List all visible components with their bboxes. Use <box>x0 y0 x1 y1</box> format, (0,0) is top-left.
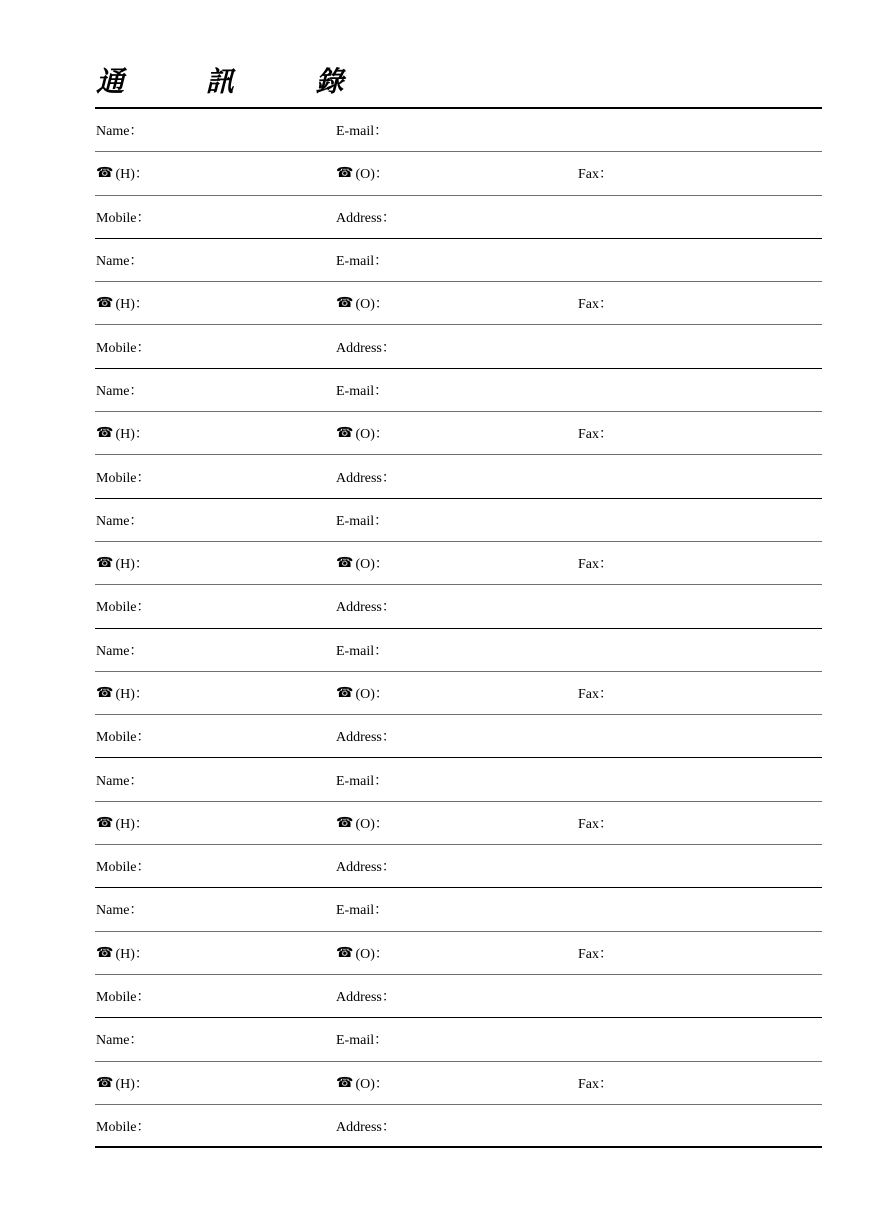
entry-row-mobile <box>95 196 822 239</box>
office-phone-label <box>336 932 389 974</box>
mobile-label: Mobile： <box>96 730 151 746</box>
name-label: Name： <box>96 773 144 789</box>
home-phone-text: (H)： <box>115 167 149 183</box>
home-phone-label <box>96 282 149 324</box>
name-label: Name： <box>96 643 144 659</box>
address-label: Address： <box>336 990 396 1006</box>
fax-label: Fax： <box>578 297 613 313</box>
entry-row-phones <box>95 802 822 845</box>
address-label: Address： <box>336 1120 396 1136</box>
office-phone-text: (O)： <box>355 427 389 443</box>
telephone-icon: ☎ <box>336 555 354 572</box>
email-label: E-mail： <box>336 903 389 919</box>
office-phone-text: (O)： <box>355 297 389 313</box>
email-label: E-mail： <box>336 124 389 140</box>
entry-row-phones <box>95 542 822 585</box>
office-phone-label <box>336 152 389 194</box>
contact-entry <box>95 109 822 239</box>
fax-label: Fax： <box>578 427 613 443</box>
fax-label: Fax： <box>578 557 613 573</box>
entry-row-phones <box>95 672 822 715</box>
telephone-icon: ☎ <box>96 555 114 572</box>
telephone-icon: ☎ <box>96 814 114 831</box>
mobile-label: Mobile： <box>96 340 151 356</box>
mobile-label: Mobile： <box>96 990 151 1006</box>
entry-row-name <box>95 629 822 672</box>
fax-label: Fax： <box>578 946 613 962</box>
home-phone-text: (H)： <box>115 427 149 443</box>
entry-row-mobile <box>95 325 822 368</box>
office-phone-label <box>336 412 389 454</box>
home-phone-label <box>96 412 149 454</box>
address-label: Address： <box>336 730 396 746</box>
telephone-icon: ☎ <box>336 1074 354 1091</box>
contact-entry <box>95 758 822 888</box>
entry-row-name <box>95 758 822 801</box>
telephone-icon: ☎ <box>96 944 114 961</box>
contact-entry <box>95 239 822 369</box>
home-phone-label <box>96 802 149 844</box>
contact-entry <box>95 888 822 1018</box>
telephone-icon: ☎ <box>96 165 114 182</box>
home-phone-text: (H)： <box>115 297 149 313</box>
office-phone-text: (O)： <box>355 1076 389 1092</box>
fax-label: Fax： <box>578 816 613 832</box>
telephone-icon: ☎ <box>336 814 354 831</box>
telephone-icon: ☎ <box>96 685 114 701</box>
entry-row-name <box>95 1018 822 1061</box>
entry-row-mobile <box>95 975 822 1018</box>
home-phone-label <box>96 542 149 584</box>
office-phone-label <box>336 802 389 844</box>
mobile-label: Mobile： <box>96 600 151 616</box>
fax-label: Fax： <box>578 1076 613 1092</box>
office-phone-label <box>336 672 389 714</box>
email-label: E-mail： <box>336 383 389 399</box>
telephone-icon: ☎ <box>336 685 354 701</box>
telephone-icon: ☎ <box>96 425 114 442</box>
home-phone-text: (H)： <box>115 1076 149 1092</box>
home-phone-text: (H)： <box>115 557 149 573</box>
telephone-icon: ☎ <box>336 295 354 312</box>
email-label: E-mail： <box>336 254 389 270</box>
office-phone-label <box>336 282 389 324</box>
home-phone-label <box>96 672 149 714</box>
office-phone-text: (O)： <box>355 946 389 962</box>
entry-row-name <box>95 888 822 931</box>
office-phone-label <box>336 1062 389 1104</box>
entry-row-phones <box>95 1062 822 1105</box>
office-phone-text: (O)： <box>355 816 389 832</box>
name-label: Name： <box>96 1033 144 1049</box>
entry-row-mobile <box>95 845 822 888</box>
entry-row-phones <box>95 932 822 975</box>
home-phone-label <box>96 152 149 194</box>
entry-row-mobile <box>95 1105 822 1148</box>
mobile-label: Mobile： <box>96 860 151 876</box>
address-label: Address： <box>336 470 396 486</box>
email-label: E-mail： <box>336 1033 389 1049</box>
entry-row-name <box>95 109 822 152</box>
page-title: 通 訊 錄 <box>96 65 380 98</box>
address-label: Address： <box>336 860 396 876</box>
entry-row-phones <box>95 412 822 455</box>
telephone-icon: ☎ <box>336 425 354 442</box>
fax-label: Fax： <box>578 167 613 183</box>
entry-row-name <box>95 239 822 282</box>
name-label: Name： <box>96 124 144 140</box>
office-phone-text: (O)： <box>355 557 389 573</box>
entry-row-mobile <box>95 585 822 628</box>
home-phone-label <box>96 932 149 974</box>
contact-entry <box>95 499 822 629</box>
email-label: E-mail： <box>336 643 389 659</box>
contact-entry <box>95 629 822 759</box>
entry-row-mobile <box>95 715 822 758</box>
email-label: E-mail： <box>336 513 389 529</box>
office-phone-label <box>336 542 389 584</box>
telephone-icon: ☎ <box>336 944 354 961</box>
home-phone-text: (H)： <box>115 687 149 702</box>
fax-label: Fax： <box>578 687 613 702</box>
contact-entries <box>95 109 822 1148</box>
mobile-label: Mobile： <box>96 1120 151 1136</box>
contact-entry <box>95 369 822 499</box>
telephone-icon: ☎ <box>96 295 114 312</box>
name-label: Name： <box>96 254 144 270</box>
entry-row-phones <box>95 282 822 325</box>
mobile-label: Mobile： <box>96 210 151 226</box>
office-phone-text: (O)： <box>355 687 389 702</box>
entry-row-phones <box>95 152 822 195</box>
bottom-rule <box>95 1146 822 1148</box>
telephone-icon: ☎ <box>336 165 354 182</box>
mobile-label: Mobile： <box>96 470 151 486</box>
name-label: Name： <box>96 383 144 399</box>
address-label: Address： <box>336 340 396 356</box>
entry-row-name <box>95 369 822 412</box>
name-label: Name： <box>96 513 144 529</box>
entry-row-name <box>95 499 822 542</box>
home-phone-text: (H)： <box>115 946 149 962</box>
home-phone-label <box>96 1062 149 1104</box>
address-label: Address： <box>336 210 396 226</box>
entry-row-mobile <box>95 455 822 498</box>
name-label: Name： <box>96 903 144 919</box>
email-label: E-mail： <box>336 773 389 789</box>
contact-entry <box>95 1018 822 1148</box>
office-phone-text: (O)： <box>355 167 389 183</box>
home-phone-text: (H)： <box>115 816 149 832</box>
telephone-icon: ☎ <box>96 1074 114 1091</box>
address-label: Address： <box>336 600 396 616</box>
